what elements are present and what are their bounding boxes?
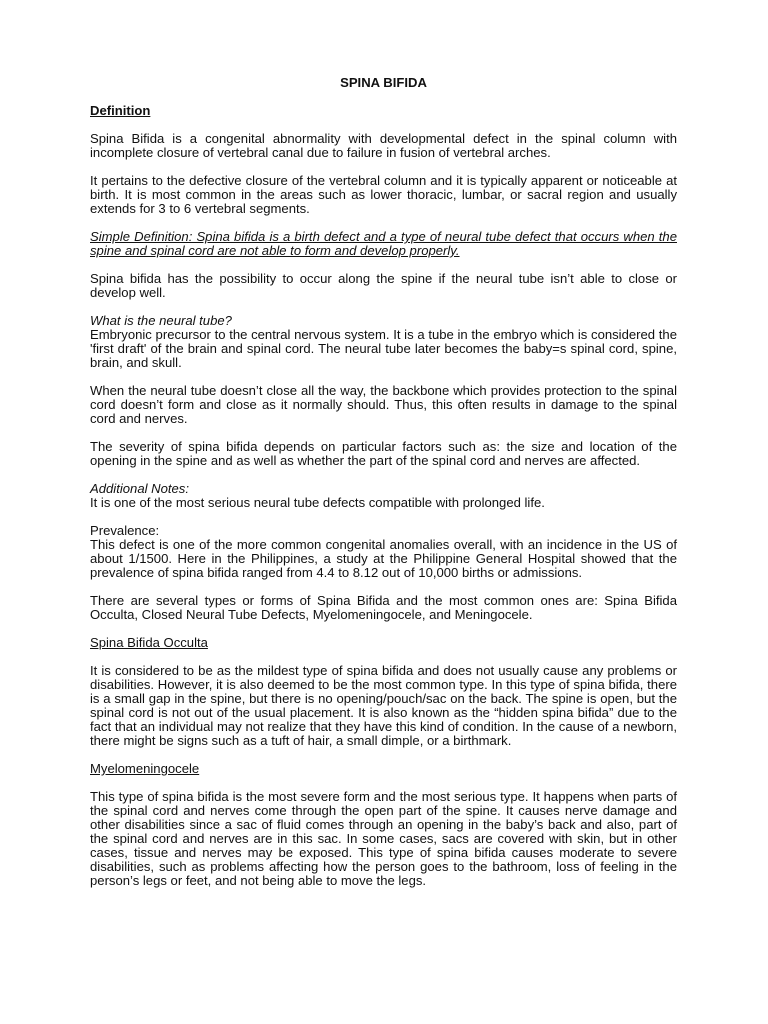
neural-tube-text: Embryonic precursor to the central nervous system. It is a tube in the embryo which is considered the 'first draft' of the brain and spinal cord. The neural tube later becomes the baby=s spinal cord, spine, brain, and skull. [90,327,677,370]
document-page [90,76,677,902]
neural-tube-section [90,314,677,370]
paragraph-severity: The severity of spina bifida depends on particular factors such as: the size and location of the opening in the spine and as well as whether the part of the spinal cord and nerves are affected. [90,439,677,468]
document-title: SPINA BIFIDA [340,75,427,90]
prevalence-section [90,524,677,580]
paragraph-backbone: When the neural tube doesn’t close all the way, the backbone which provides protection to the spinal cord doesn’t form and close as it normally should. Thus, this often results in damage to the spinal cord and nerves. [90,383,677,426]
additional-notes-section [90,482,677,510]
paragraph-definition-2: It pertains to the defective closure of the vertebral column and it is typically apparent or noticeable at birth. It is most common in the areas such as lower thoracic, lumbar, or sacral region and usually extends for 3 to 6 vertebral segments. [90,173,677,216]
paragraph-definition-1: Spina Bifida is a congenital abnormality with developmental defect in the spinal column with incomplete closure of vertebral canal due to failure in fusion of vertebral arches. [90,131,677,160]
prevalence-label: Prevalence: [90,523,160,538]
additional-notes-text: It is one of the most serious neural tube defects compatible with prolonged life. [90,495,545,510]
additional-notes-label: Additional Notes: [90,481,189,496]
simple-definition: Simple Definition: Spina bifida is a birth defect and a type of neural tube defect that occurs when the spine and spinal cord are not able to form and develop properly. [90,229,677,258]
paragraph-occulta: It is considered to be as the mildest type of spina bifida and does not usually cause any problems or disabilities. However, it is also deemed to be the most common type. In this type of spina bifida, there is a small gap in the spine, but there is no opening/pouch/sac on the back. The spine is open, but the spinal cord is not out of the usual placement. It is also known as the “hidden spina bifida” due to the fact that an individual may not realize that they have this kind of condition. In the cause of a newborn, there might be signs such as a tuft of hair, a small dimple, or a birthmark. [90,663,677,748]
prevalence-text: This defect is one of the more common congenital anomalies overall, with an incidence in the US of about 1/1500. Here in the Philippines, a study at the Philippine General Hospital showed that the prevalence of spina bifida ranged from 4.4 to 8.12 out of 10,000 births or admissions. [90,537,677,580]
neural-tube-label: What is the neural tube? [90,313,232,328]
myelomeningocele-heading: Myelomeningocele [90,761,200,776]
occulta-heading: Spina Bifida Occulta [90,635,208,650]
definition-heading: Definition [90,103,151,118]
paragraph-types: There are several types or forms of Spina Bifida and the most common ones are: Spina Bifida Occulta, Closed Neural Tube Defects, Myelomeningocele, and Meningocele. [90,593,677,622]
paragraph-myelomeningocele: This type of spina bifida is the most severe form and the most serious type. It happens when parts of the spinal cord and nerves come through the open part of the spine. It causes nerve damage and other disabilities since a sac of fluid comes through an opening in the baby’s back and also, part of the spinal cord and nerves are in this sac. In some cases, sacs are covered with skin, but in other cases, tissue and nerves may be exposed. This type of spina bifida causes moderate to severe disabilities, such as problems affecting how the person goes to the bathroom, loss of feeling in the person’s legs or feet, and not being able to move the legs. [90,789,677,888]
paragraph-possibility: Spina bifida has the possibility to occur along the spine if the neural tube isn’t able to close or develop well. [90,271,677,300]
